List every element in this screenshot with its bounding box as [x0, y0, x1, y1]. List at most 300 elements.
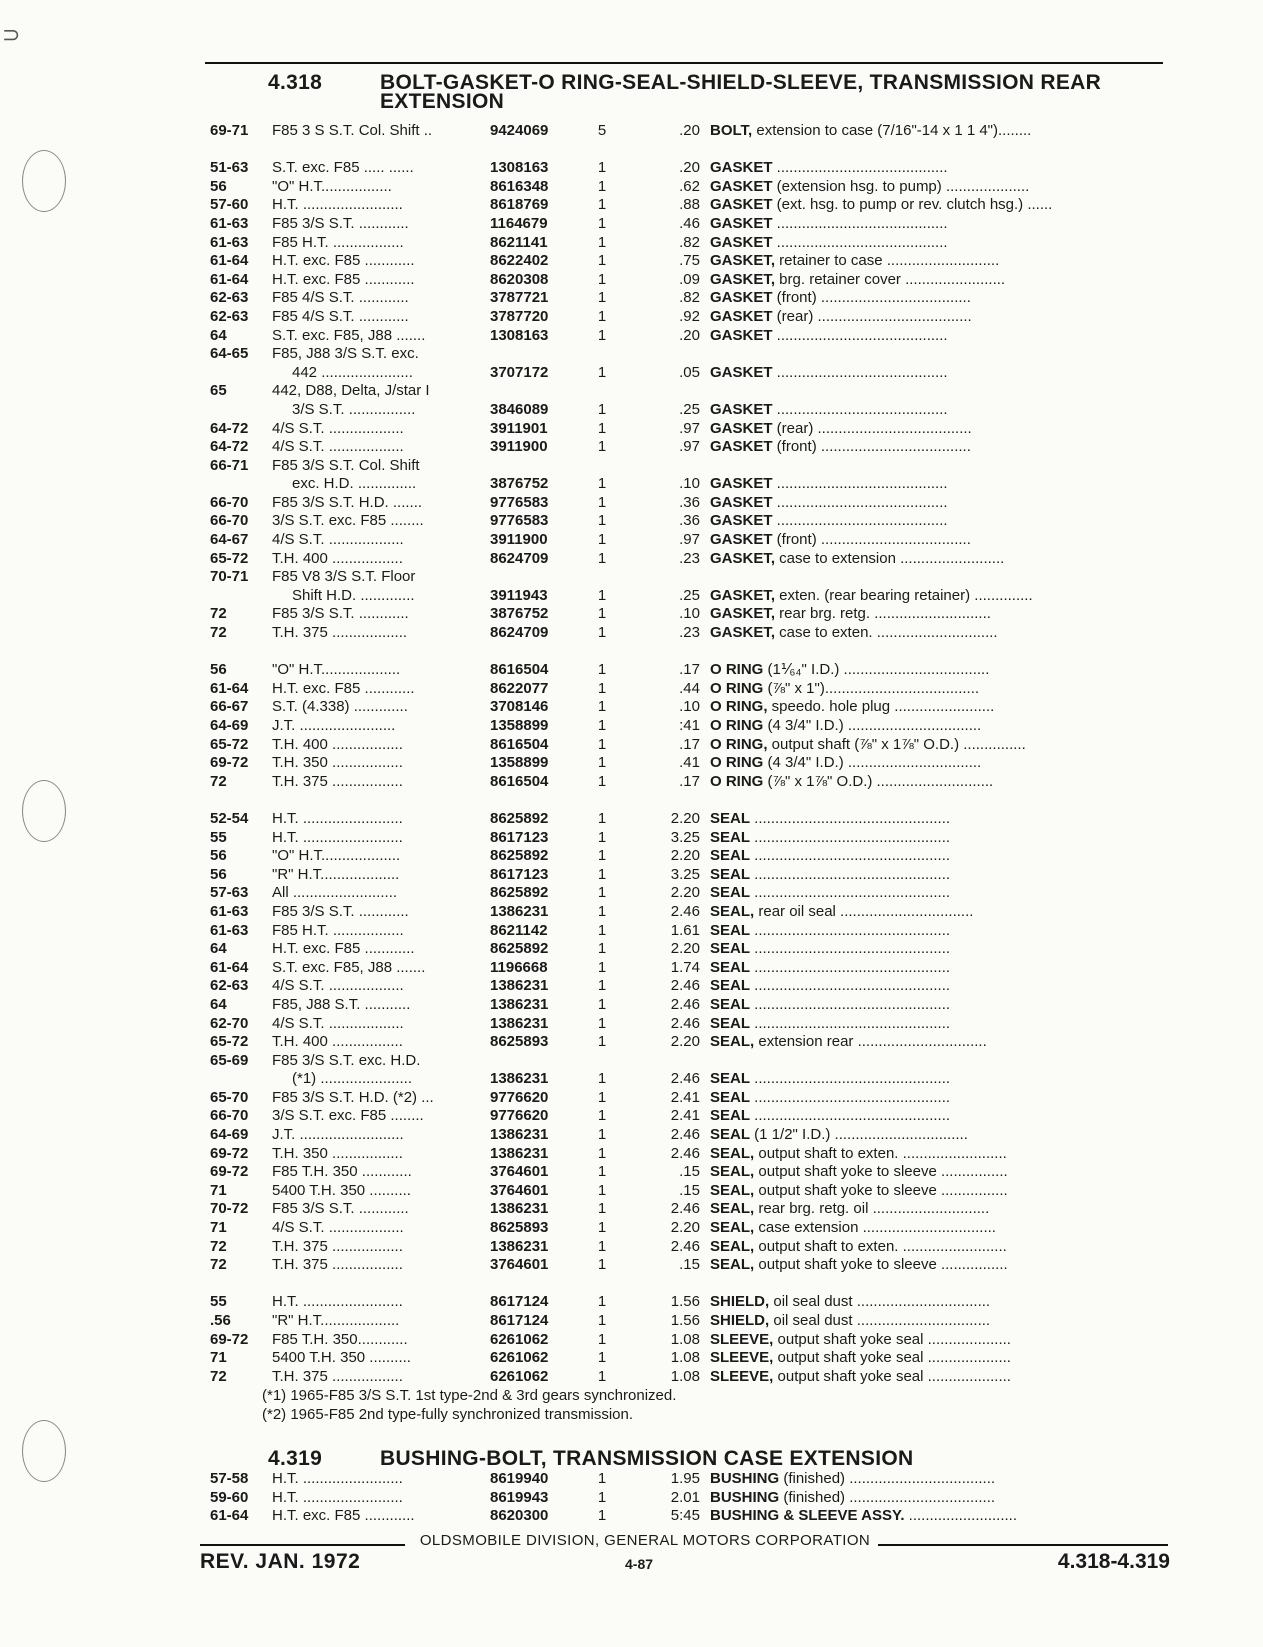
quantity-cell: 1: [597, 828, 607, 846]
quantity-cell: 1: [597, 921, 607, 939]
description-cell: [710, 940, 1170, 959]
parts-table-4319: [210, 1470, 1170, 1526]
margin-arrow-icon: ⊃: [2, 22, 21, 47]
part-number-cell: 8625892: [490, 809, 549, 827]
part-name: SEAL,: [710, 1181, 755, 1199]
part-detail: .........................................: [772, 363, 948, 381]
year-cell: 62-63: [210, 307, 249, 325]
year-cell: 56: [210, 177, 227, 195]
price-cell: .15: [679, 1181, 700, 1199]
price-cell: .36: [679, 512, 700, 530]
footer-revision: REV. JAN. 1972: [200, 1550, 361, 1573]
part-name: GASKET: [710, 307, 773, 325]
application-cell: 4/S S.T. ..................: [272, 531, 404, 549]
application-cell: H.T. exc. F85 ............: [272, 679, 415, 697]
description-cell: [710, 289, 1170, 308]
description-cell: [710, 494, 1170, 513]
part-number-cell: 1358899: [490, 717, 549, 734]
price-cell: 3.25: [670, 865, 700, 883]
table-row: [210, 717, 1170, 736]
parts-table-4318: [210, 122, 1170, 1424]
part-number-cell: 3787720: [490, 307, 549, 325]
part-number-cell: 9776583: [490, 493, 549, 511]
table-row: [210, 996, 1170, 1015]
application-cell: 4/S S.T. ..................: [272, 1219, 404, 1237]
year-cell: 72: [210, 605, 227, 623]
application-cell: H.T. ........................: [272, 1470, 403, 1487]
price-cell: .62: [679, 177, 700, 195]
part-number-cell: 8621142: [490, 921, 548, 939]
part-name: GASKET: [710, 531, 773, 549]
description-cell: [710, 420, 1170, 439]
price-cell: 2.46: [670, 1070, 700, 1088]
part-name: SEAL: [710, 1088, 751, 1106]
part-number-cell: 1386231: [490, 1144, 549, 1162]
application-cell: F85 T.H. 350 ............: [272, 1163, 412, 1181]
quantity-cell: 1: [597, 1181, 607, 1199]
description-cell: [710, 1349, 1170, 1368]
part-number-cell: 1196668: [490, 958, 548, 976]
table-row: [210, 605, 1170, 624]
table-row: [210, 327, 1170, 346]
description-cell: [710, 1293, 1170, 1312]
description-cell: [710, 1182, 1170, 1201]
part-detail: .........................................: [772, 512, 948, 530]
footer-page-number: 4-87: [625, 1556, 654, 1572]
table-row: [210, 1145, 1170, 1164]
part-name: SEAL,: [710, 1163, 755, 1181]
punch-hole-icon: [22, 1420, 66, 1482]
table-row: [210, 959, 1170, 978]
year-cell: 57-60: [210, 196, 249, 214]
quantity-cell: 1: [597, 995, 607, 1013]
part-name: SEAL: [710, 958, 751, 976]
application-cell: J.T. .........................: [272, 1126, 404, 1144]
application-cell: T.H. 375 .................: [272, 772, 403, 790]
application-cell: 5400 T.H. 350 ..........: [272, 1349, 411, 1367]
price-cell: 1.61: [670, 921, 700, 939]
price-cell: 2.20: [670, 847, 700, 865]
year-cell: 62-63: [210, 977, 249, 995]
table-row: [210, 234, 1170, 253]
part-name: BUSHING: [710, 1488, 780, 1506]
part-name: O RING: [710, 661, 764, 679]
part-name: SEAL,: [710, 1144, 755, 1162]
year-cell: 59-60: [210, 1488, 249, 1506]
description-cell: [710, 587, 1170, 606]
description-cell: [710, 1507, 1170, 1526]
application-cell: F85 3 S S.T. Col. Shift ..: [272, 122, 433, 139]
part-detail: rear oil seal ................................: [754, 902, 974, 920]
part-name: SEAL: [710, 865, 751, 883]
price-cell: 5:45: [670, 1507, 700, 1525]
quantity-cell: 1: [597, 1256, 607, 1274]
part-number-cell: 3911900: [490, 438, 548, 456]
part-detail: .........................................: [772, 159, 948, 177]
year-cell: 71: [210, 1181, 227, 1199]
footer-rule: [878, 1544, 1168, 1546]
year-cell: 66-70: [210, 512, 249, 530]
part-detail: .........................................: [772, 326, 948, 344]
part-number-cell: 3787721: [490, 289, 549, 307]
price-cell: .15: [679, 1256, 700, 1274]
table-row: [210, 903, 1170, 922]
table-row: [210, 847, 1170, 866]
part-number-cell: 3846089: [490, 400, 549, 418]
application-cell: S.T. (4.338) .............: [272, 698, 408, 716]
application-cell: 442, D88, Delta, J/star I: [272, 382, 430, 400]
description-cell: [710, 605, 1170, 624]
part-name: SHIELD,: [710, 1312, 770, 1329]
price-cell: 1.56: [670, 1312, 700, 1329]
part-number-cell: 8618769: [490, 196, 549, 214]
application-cell: J.T. .......................: [272, 717, 396, 734]
description-cell: [710, 624, 1170, 643]
part-detail: .........................................: [772, 233, 948, 251]
description-cell: [710, 1126, 1170, 1145]
price-cell: .20: [679, 159, 700, 177]
quantity-cell: 1: [597, 1330, 607, 1348]
part-number-cell: 3764601: [490, 1181, 549, 1199]
price-cell: 1.56: [670, 1293, 700, 1311]
table-row: [210, 1089, 1170, 1108]
price-cell: .75: [679, 252, 700, 270]
year-cell: 51-63: [210, 159, 249, 177]
part-detail: ...............................................: [750, 1070, 951, 1088]
part-name: SLEEVE,: [710, 1349, 774, 1367]
quantity-cell: 1: [597, 400, 607, 418]
section-number: 4.318: [268, 71, 323, 94]
description-cell: [710, 847, 1170, 866]
part-number-cell: 3876752: [490, 475, 549, 493]
quantity-cell: 1: [597, 586, 607, 604]
quantity-cell: 1: [597, 1014, 607, 1032]
description-cell: [710, 512, 1170, 531]
application-cell: F85 3/S S.T. Col. Shift: [272, 456, 420, 474]
quantity-cell: 1: [597, 1507, 607, 1525]
part-detail: output shaft yoke to sleeve ................: [754, 1181, 1008, 1199]
footnote: (*2) 1965-F85 2nd type-fully synchronized transmission.: [262, 1406, 634, 1424]
quantity-cell: 1: [597, 847, 607, 865]
part-number-cell: 8617124: [490, 1293, 549, 1311]
application-cell: T.H. 375 .................: [272, 1256, 403, 1274]
quantity-cell: 1: [597, 865, 607, 883]
part-detail: ...............................................: [750, 1107, 951, 1125]
table-row: [210, 494, 1170, 513]
table-row: [210, 401, 1170, 420]
part-number-cell: 1386231: [490, 1237, 549, 1255]
application-cell: 3/S S.T. exc. F85 ........: [272, 1107, 424, 1125]
description-cell: [710, 773, 1170, 792]
application-cell: T.H. 400 .................: [272, 1033, 403, 1051]
price-cell: 2.20: [670, 1219, 700, 1237]
part-number-cell: 3911900: [490, 531, 548, 549]
application-cell: 4/S S.T. ..................: [272, 438, 404, 456]
footer-rule: [200, 1544, 405, 1546]
quantity-cell: 1: [597, 549, 607, 567]
part-number-cell: 3764601: [490, 1256, 549, 1274]
quantity-cell: 1: [597, 809, 607, 827]
year-cell: 52-54: [210, 809, 249, 827]
part-number-cell: 8624709: [490, 549, 549, 567]
part-detail: .........................................: [772, 475, 948, 493]
description-cell: [710, 1163, 1170, 1182]
application-cell: 442 ......................: [292, 363, 413, 381]
section-title: BOLT-GASKET-O RING-SEAL-SHIELD-SLEEVE, TRANSMISSION REAR EXTENSION: [380, 71, 1102, 113]
part-name: BOLT,: [710, 122, 753, 139]
year-cell: 61-63: [210, 921, 249, 939]
part-number-cell: 8625893: [490, 1033, 549, 1051]
part-name: SEAL: [710, 940, 751, 958]
quantity-cell: 1: [597, 1163, 607, 1181]
table-row: [210, 364, 1170, 383]
description-cell: [710, 922, 1170, 941]
quantity-cell: 1: [597, 661, 607, 679]
application-cell: H.T. ........................: [272, 1293, 403, 1311]
part-name: O RING: [710, 717, 764, 734]
part-detail: ...............................................: [750, 977, 951, 995]
price-cell: 1.08: [670, 1349, 700, 1367]
part-detail: (front) ....................................: [772, 289, 971, 307]
price-cell: .23: [679, 624, 700, 642]
quantity-cell: 1: [597, 512, 607, 530]
year-cell: 65-72: [210, 549, 249, 567]
year-cell: 64: [210, 995, 227, 1013]
part-name: GASKET: [710, 326, 773, 344]
year-cell: 62-70: [210, 1014, 249, 1032]
part-name: SEAL: [710, 847, 751, 865]
part-name: GASKET,: [710, 252, 776, 270]
part-detail: exten. (rear bearing retainer) ..............: [775, 586, 1033, 604]
part-number-cell: 8619943: [490, 1488, 549, 1506]
part-number-cell: 3876752: [490, 605, 549, 623]
application-cell: H.T. exc. F85 ............: [272, 1507, 415, 1525]
description-cell: [710, 178, 1170, 197]
part-detail: ...............................................: [750, 884, 951, 902]
table-row: [210, 512, 1170, 531]
year-cell: 66-71: [210, 456, 249, 474]
year-cell: 57-63: [210, 884, 249, 902]
part-detail: ...............................................: [750, 1014, 951, 1032]
table-row: [210, 1033, 1170, 1052]
part-name: GASKET,: [710, 549, 776, 567]
part-name: SEAL: [710, 921, 751, 939]
description-cell: [710, 1145, 1170, 1164]
part-detail: (ext. hsg. to pump or rev. clutch hsg.) ......: [772, 196, 1053, 214]
part-number-cell: 3764601: [490, 1163, 549, 1181]
quantity-cell: 1: [597, 289, 607, 307]
part-number-cell: 8625892: [490, 884, 549, 902]
part-name: GASKET: [710, 363, 773, 381]
table-row: [210, 271, 1170, 290]
part-detail: oil seal dust ................................: [769, 1293, 991, 1311]
year-cell: 61-63: [210, 902, 249, 920]
description-cell: [710, 234, 1170, 253]
year-cell: 56: [210, 865, 227, 883]
application-cell: H.T. ........................: [272, 196, 403, 214]
description-cell: [710, 1331, 1170, 1350]
year-cell: 65-69: [210, 1051, 249, 1069]
price-cell: .17: [679, 661, 700, 679]
application-cell: All .........................: [272, 884, 398, 902]
quantity-cell: 1: [597, 159, 607, 177]
table-row: [210, 531, 1170, 550]
description-cell: [710, 810, 1170, 829]
table-row: [210, 829, 1170, 848]
part-detail: rear brg. retg. oil ............................: [754, 1200, 990, 1218]
quantity-cell: 1: [597, 419, 607, 437]
part-detail: case to exten. .............................: [775, 624, 998, 642]
part-detail: extension rear ...............................: [754, 1033, 987, 1051]
year-cell: 56: [210, 847, 227, 865]
quantity-cell: 1: [597, 1200, 607, 1218]
year-cell: 72: [210, 1256, 227, 1274]
quantity-cell: 1: [597, 735, 607, 753]
description-cell: [710, 661, 1170, 680]
quantity-cell: 1: [597, 1088, 607, 1106]
quantity-cell: 1: [597, 977, 607, 995]
part-name: GASKET: [710, 493, 773, 511]
part-detail: output shaft to exten. .........................: [754, 1144, 1007, 1162]
price-cell: .05: [679, 363, 700, 381]
part-detail: case extension ................................: [754, 1219, 996, 1237]
application-cell: F85 3/S S.T. ............: [272, 902, 409, 920]
price-cell: 1.08: [670, 1330, 700, 1348]
table-row: [210, 420, 1170, 439]
price-cell: 2.46: [670, 1237, 700, 1255]
year-cell: 61-64: [210, 958, 249, 976]
table-row: [210, 178, 1170, 197]
section-number: 4.319: [268, 1447, 323, 1470]
part-detail: (finished) ...................................: [779, 1470, 996, 1487]
price-cell: .10: [679, 475, 700, 493]
price-cell: 2.20: [670, 1033, 700, 1051]
price-cell: .20: [679, 326, 700, 344]
part-number-cell: 1386231: [490, 1126, 549, 1144]
row-spacer: [210, 643, 1170, 662]
part-detail: .........................................: [772, 400, 948, 418]
year-cell: 69-72: [210, 1330, 249, 1348]
year-cell: 71: [210, 1219, 227, 1237]
part-detail: (4 3/4" I.D.) ................................: [763, 717, 982, 734]
quantity-cell: 1: [597, 214, 607, 232]
quantity-cell: 1: [597, 196, 607, 214]
year-cell: 57-58: [210, 1470, 249, 1487]
part-number-cell: 3911943: [490, 586, 548, 604]
part-detail: ...............................................: [750, 995, 951, 1013]
price-cell: .10: [679, 698, 700, 716]
price-cell: .25: [679, 586, 700, 604]
part-name: O RING: [710, 754, 764, 772]
application-cell: T.H. 400 .................: [272, 549, 403, 567]
part-detail: .........................................: [772, 214, 948, 232]
part-detail: retainer to case ...........................: [775, 252, 1000, 270]
part-number-cell: 8621141: [490, 233, 548, 251]
application-cell: F85 H.T. .................: [272, 921, 404, 939]
part-detail: ...............................................: [750, 958, 951, 976]
year-cell: 72: [210, 1237, 227, 1255]
application-cell: T.H. 350 .................: [272, 754, 403, 772]
part-number-cell: 6261062: [490, 1349, 549, 1367]
part-number-cell: 6261062: [490, 1367, 549, 1385]
description-cell: [710, 122, 1170, 141]
quantity-cell: 1: [597, 698, 607, 716]
part-name: GASKET: [710, 475, 773, 493]
part-number-cell: 8622402: [490, 252, 549, 270]
price-cell: 2.46: [670, 1126, 700, 1144]
description-cell: [710, 829, 1170, 848]
table-row: [210, 680, 1170, 699]
price-cell: 2.41: [670, 1088, 700, 1106]
price-cell: 2.20: [670, 884, 700, 902]
table-row: [210, 345, 1170, 364]
part-detail: ...............................................: [750, 1088, 951, 1106]
price-cell: .20: [679, 122, 700, 139]
year-cell: 64-72: [210, 419, 249, 437]
application-cell: T.H. 375 .................: [272, 1237, 403, 1255]
application-cell: S.T. exc. F85 ..... ......: [272, 159, 414, 177]
part-detail: (finished) ...................................: [779, 1488, 996, 1506]
table-row: [210, 1256, 1170, 1275]
part-number-cell: 9776620: [490, 1088, 549, 1106]
quantity-cell: 1: [597, 363, 607, 381]
description-cell: [710, 884, 1170, 903]
part-number-cell: 3708146: [490, 698, 549, 716]
part-name: SEAL: [710, 884, 751, 902]
table-row: [210, 1238, 1170, 1257]
application-cell: T.H. 350 .................: [272, 1144, 403, 1162]
part-number-cell: 9776583: [490, 512, 549, 530]
part-number-cell: 1386231: [490, 995, 549, 1013]
quantity-cell: 1: [597, 624, 607, 642]
table-row: [210, 754, 1170, 773]
year-cell: 66-70: [210, 493, 249, 511]
description-cell: [710, 1368, 1170, 1387]
application-cell: F85, J88 S.T. ...........: [272, 995, 411, 1013]
description-cell: [710, 252, 1170, 271]
year-cell: 61-64: [210, 252, 249, 270]
description-cell: [710, 1200, 1170, 1219]
part-name: O RING,: [710, 698, 768, 716]
part-number-cell: 8625892: [490, 847, 549, 865]
quantity-cell: 1: [597, 1349, 607, 1367]
price-cell: .44: [679, 679, 700, 697]
description-cell: [710, 680, 1170, 699]
part-number-cell: 6261062: [490, 1330, 549, 1348]
quantity-cell: 1: [597, 252, 607, 270]
table-row: [210, 698, 1170, 717]
footer-corporation: OLDSMOBILE DIVISION, GENERAL MOTORS CORPORATION: [419, 1532, 871, 1549]
quantity-cell: 1: [597, 326, 607, 344]
part-number-cell: 9776620: [490, 1107, 549, 1125]
table-row: [210, 1107, 1170, 1126]
price-cell: .46: [679, 214, 700, 232]
application-cell: T.H. 400 .................: [272, 735, 403, 753]
part-name: SEAL,: [710, 1033, 755, 1051]
part-name: SEAL,: [710, 1200, 755, 1218]
description-cell: [710, 475, 1170, 494]
part-name: SEAL,: [710, 1237, 755, 1255]
part-name: GASKET,: [710, 270, 776, 288]
part-number-cell: 8616504: [490, 772, 549, 790]
price-cell: .92: [679, 307, 700, 325]
table-row: [210, 1312, 1170, 1331]
price-cell: 1.74: [670, 958, 700, 976]
table-row: [210, 1349, 1170, 1368]
application-cell: F85 4/S S.T. ............: [272, 289, 409, 307]
table-row: [210, 1015, 1170, 1034]
part-number-cell: 8619940: [490, 1470, 549, 1487]
